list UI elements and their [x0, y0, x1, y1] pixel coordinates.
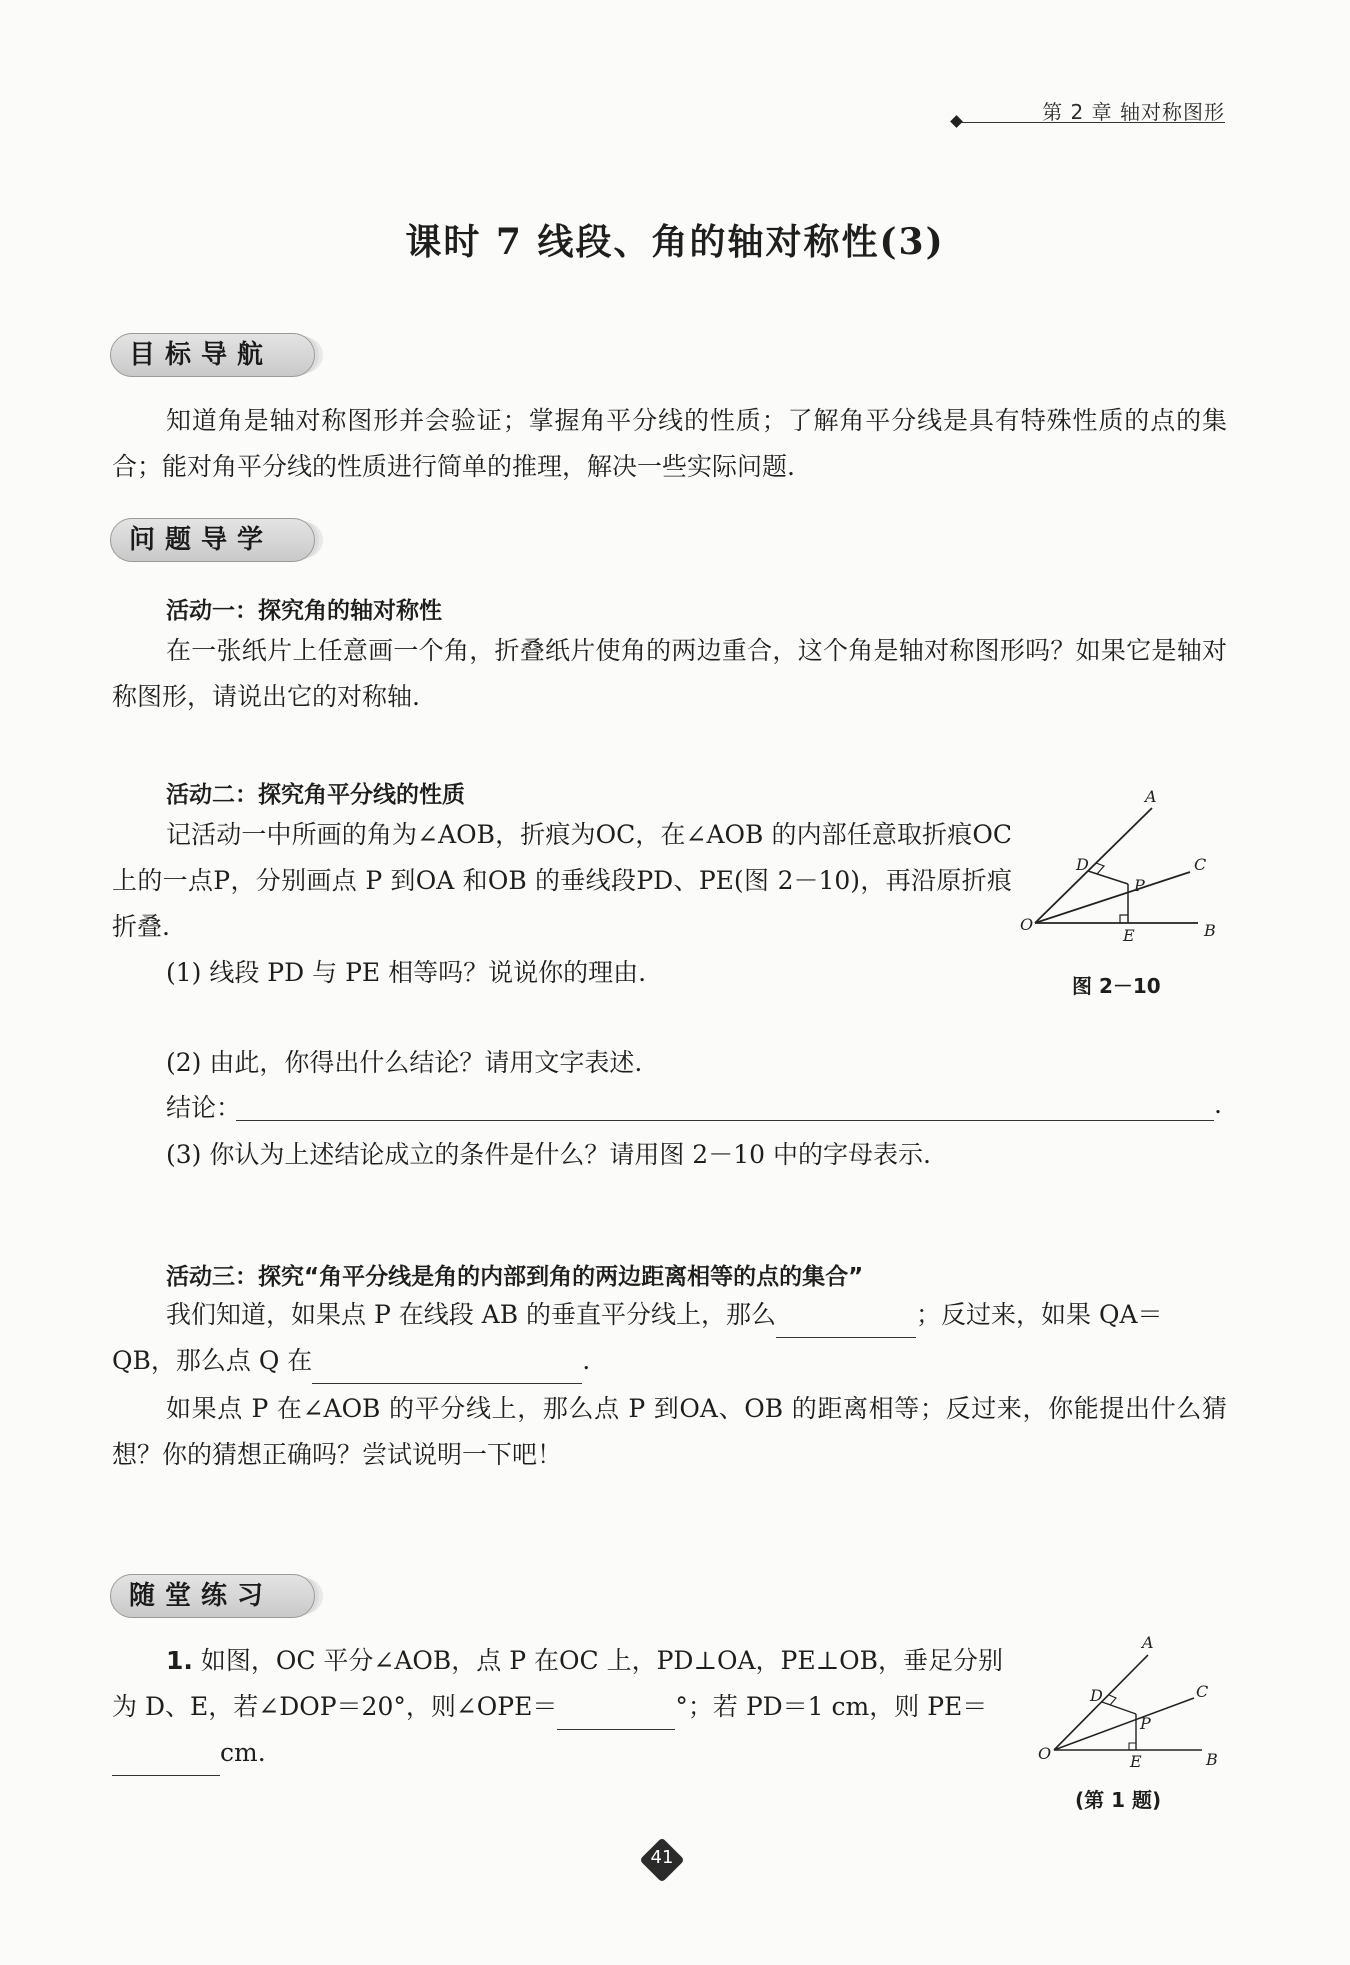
label-P: P: [1134, 876, 1145, 895]
lesson-title: 课时 7 线段、角的轴对称性(3): [405, 221, 945, 263]
conclusion-label: 结论：: [166, 1093, 242, 1122]
answer-blank-1[interactable]: [776, 1307, 916, 1338]
ex-label-C: C: [1196, 1682, 1209, 1701]
label-D: D: [1076, 855, 1089, 874]
answer-blank-angle[interactable]: [557, 1699, 675, 1730]
label-B: B: [1204, 921, 1216, 940]
activity2-q3: (3) 你认为上述结论成立的条件是什么？请用图 2－10 中的字母表示.: [166, 1140, 931, 1169]
header-rule: [960, 122, 1225, 123]
activity1-text: 在一张纸片上任意画一个角，折叠纸片使角的两边重合，这个角是轴对称图形吗？如果它是轴对称图形，请说出它的对称轴.: [112, 636, 1227, 711]
exercise1-figure-caption: (第 1 题): [1075, 1788, 1162, 1812]
activity2-q2: (2) 由此，你得出什么结论？请用文字表述.: [166, 1048, 643, 1077]
activity3-line1: 我们知道，如果点 P 在线段 AB 的垂直平分线上，那么 ；反过来，如果 QA＝: [166, 1292, 1226, 1338]
conclusion-blank[interactable]: [236, 1084, 1214, 1121]
activity1-title: 活动一：探究角的轴对称性: [166, 598, 442, 624]
ex-label-B: B: [1206, 1750, 1218, 1769]
activity3-title: 活动三：探究“角平分线是角的内部到角的两边距离相等的点的集合”: [166, 1264, 864, 1290]
header-diamond-icon: [950, 115, 963, 128]
activity3-para2: 如果点 P 在∠AOB 的平分线上，那么点 P 到OA、OB 的距离相等；反过来，你能提出什么猜想？你的猜想正确吗？尝试说明一下吧！: [112, 1394, 1227, 1469]
answer-blank-length[interactable]: [112, 1745, 220, 1776]
section-guide-badge: 问题导学: [110, 518, 315, 562]
section-practice-badge: 随堂练习: [110, 1574, 315, 1618]
figure-2-10-caption: 图 2－10: [1072, 974, 1161, 998]
figure-2-10: [1010, 780, 1230, 960]
ex-label-O: O: [1038, 1744, 1052, 1763]
exercise1-figure: [1030, 1625, 1230, 1775]
exercise1-line1: 1. 如图，OC 平分∠AOB，点 P 在OC 上，PD⊥OA，PE⊥OB，垂足分别: [166, 1646, 1003, 1675]
conclusion-period: .: [1214, 1090, 1222, 1119]
activity2-text: 记活动一中所画的角为∠AOB，折痕为OC，在∠AOB 的内部任意取折痕OC 上的一点P，分别画点 P 到OA 和OB 的垂线段PD、PE(图 2－10)，再沿原折痕折叠.: [112, 820, 1012, 941]
activity2-title: 活动二：探究角平分线的性质: [166, 782, 465, 808]
label-C: C: [1194, 855, 1207, 874]
page-number: 41: [650, 1847, 674, 1868]
label-E: E: [1123, 926, 1135, 945]
exercise1-line2: 为 D、E，若∠DOP＝20°，则∠OPE＝ °；若 PD＝1 cm，则 PE＝: [112, 1684, 1032, 1730]
ex-label-A: A: [1142, 1633, 1154, 1652]
page-number-badge: [640, 1838, 684, 1882]
section-goal-badge: 目标导航: [110, 333, 315, 377]
exercise1-line3: cm.: [112, 1730, 512, 1776]
label-O: O: [1020, 915, 1034, 934]
ex-label-E: E: [1130, 1752, 1142, 1771]
activity2-q1: (1) 线段 PD 与 PE 相等吗？说说你的理由.: [166, 958, 647, 987]
label-A: A: [1145, 787, 1157, 806]
chapter-header: 第 2 章 轴对称图形: [1042, 100, 1225, 124]
ex-label-D: D: [1090, 1686, 1103, 1705]
ex-label-P: P: [1140, 1714, 1151, 1733]
goal-text: 知道角是轴对称图形并会验证；掌握角平分线的性质；了解角平分线是具有特殊性质的点的集合；能对角平分线的性质进行简单的推理，解决一些实际问题.: [112, 406, 1227, 481]
answer-blank-2[interactable]: [312, 1353, 582, 1384]
activity3-line2: QB，那么点 Q 在 .: [112, 1338, 1212, 1384]
